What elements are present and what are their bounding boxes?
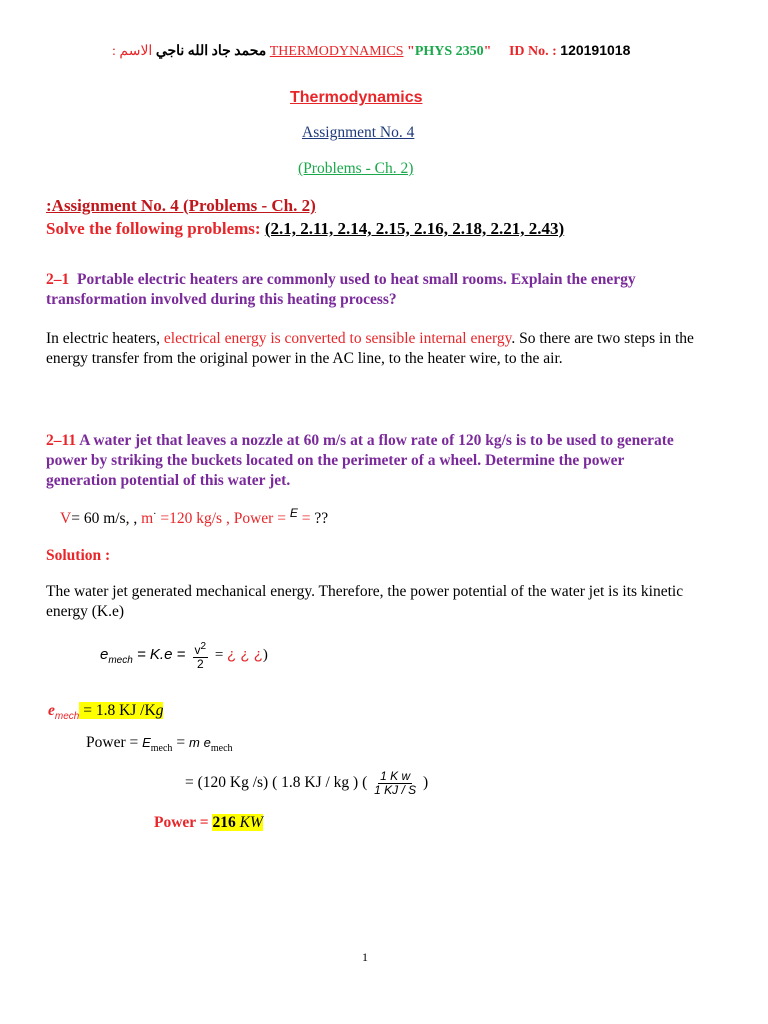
id-label: ID No. : <box>508 44 557 59</box>
student-name: محمد جاد الله ناجي <box>155 44 267 59</box>
solution-explanation: The water jet generated mechanical energy. Therefore, the power potential of the water jet is its kinetic energy (K.e) <box>46 583 684 620</box>
problem-number: 2–11 <box>46 432 77 449</box>
answer-highlight: electrical energy is converted to sensible internal energy <box>163 330 512 347</box>
course-code: PHYS 2350 <box>414 44 484 59</box>
power-calculation: = (120 Kg /s) ( 1.8 KJ / kg ) ( $\frac{\text{1 K w}}{1 KJ / S}$ ) <box>185 769 429 797</box>
solution-label: Solution : <box>46 547 111 564</box>
id-value: 120191018 <box>560 42 631 58</box>
name-label: الاسم : <box>112 44 153 59</box>
solve-label: Solve the following problems <box>46 219 255 238</box>
course-name: THERMODYNAMICS <box>269 44 404 59</box>
page-title: Thermodynamics <box>290 89 423 106</box>
equation-emech: $e_{mech} = K.e$ = $\frac{v^2}{2}$ = ¿ ¿ ¿) <box>100 641 268 671</box>
problems-chapter: (Problems - Ch. 2) <box>298 160 414 177</box>
final-power: Power = 216 KW <box>154 814 263 831</box>
problem-2-11-question: 2–11 A water jet that leaves a nozzle at 60 m/s at a flow rate of 120 kg/s is to be used to generate power by striking the buckets located on the perimeter of a wheel. Determine the power generation potential of this water jet. <box>46 432 674 489</box>
result-emech: $e_{mech} = 1.8$ KJ /Kg <box>48 702 164 723</box>
solve-line: Solve the following problems: (2.1, 2.11, 2.14, 2.15, 2.16, 2.18, 2.21, 2.43) <box>46 219 565 238</box>
problem-2-1-answer: In electric heaters, electrical energy is converted to sensible internal energy. So there are two steps in the energy transfer from the original power in the AC line, to the heater wire, to the air. <box>46 330 694 367</box>
problem-2-1-question: 2–1 Portable electric heaters are commonly used to heat small rooms. Explain the energy transformation involved during this heating process? <box>46 271 636 308</box>
power-formula: Power = $E_{mech} = m$ $e_{mech}$ <box>86 734 233 755</box>
header-line: محمد جاد الله ناجي الاسم : THERMODYNAMICS "PHYS 2350" ID No. : 120191018 <box>112 42 631 59</box>
problem-list: (2.1, 2.11, 2.14, 2.15, 2.16, 2.18, 2.21, 2.43) <box>264 219 565 238</box>
given-values: V= 60 m/s, , m· =120 kg/s , Power = $^E$ = ?? <box>60 506 329 528</box>
assignment-title: Assignment No. 4 <box>302 124 415 141</box>
section-heading: :Assignment No. 4 (Problems - Ch. 2) <box>46 196 316 215</box>
page-number: 1 <box>362 950 368 964</box>
problem-number: 2–1 <box>46 271 70 288</box>
